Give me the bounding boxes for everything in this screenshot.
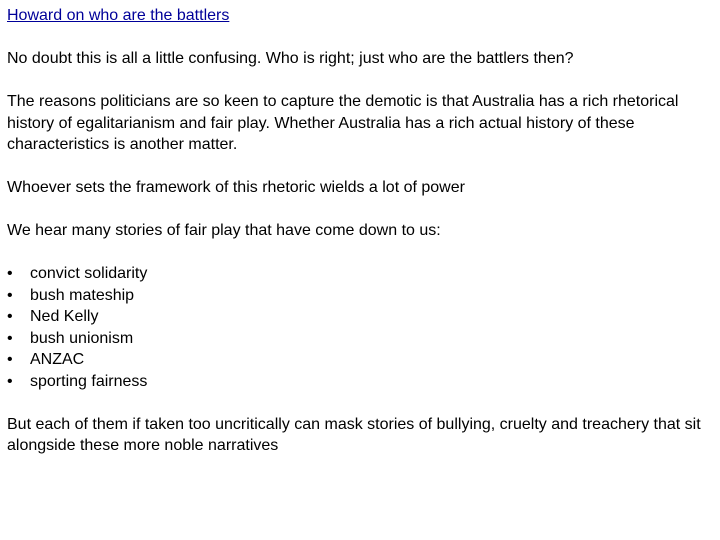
list-item: [7, 285, 713, 307]
list-item: [7, 328, 713, 350]
bullet-icon: •: [7, 372, 13, 390]
list-item: [7, 263, 713, 285]
paragraph-fair-play-stories: We hear many stories of fair play that have come down to us:: [7, 222, 441, 239]
list-item-label: Ned Kelly: [30, 308, 99, 325]
bullet-icon: •: [7, 265, 13, 282]
bullet-icon: •: [7, 351, 13, 368]
paragraph-egalitarian-history: The reasons politicians are so keen to capture the demotic is that Australia has a rich rhetorical history of egalitarianism and fair play. Whether Australia has a rich actual history of these characteristics is another matter.: [7, 93, 679, 153]
list-item-label: bush unionism: [30, 329, 134, 347]
list-item-label: convict solidarity: [30, 265, 148, 282]
spacer: [7, 392, 713, 414]
list-item-label: ANZAC: [30, 351, 85, 368]
document-body: [7, 5, 713, 457]
bullet-icon: •: [7, 286, 13, 304]
spacer: [7, 156, 713, 178]
list-item: [7, 371, 713, 393]
list-item: [7, 349, 713, 371]
list-item: [7, 306, 713, 328]
spacer: [7, 199, 713, 221]
paragraph-critical-caution: But each of them if taken too uncritically can mask stories of bullying, cruelty and treachery that sit alongside these more noble narratives: [7, 415, 701, 454]
list-item-label: bush mateship: [30, 286, 135, 304]
paragraph-battlers-question: No doubt this is all a little confusing. Who is right; just who are the battlers then?: [7, 50, 574, 67]
bullet-icon: •: [7, 329, 13, 347]
spacer: [7, 70, 713, 92]
list-item-label: sporting fairness: [30, 372, 148, 390]
paragraph-rhetoric-power: Whoever sets the framework of this rhetoric wields a lot of power: [7, 179, 465, 196]
fair-play-list: [7, 263, 713, 392]
title-link[interactable]: Howard on who are the battlers: [7, 7, 230, 24]
bullet-icon: •: [7, 308, 13, 325]
spacer: [7, 27, 713, 49]
spacer: [7, 242, 713, 264]
